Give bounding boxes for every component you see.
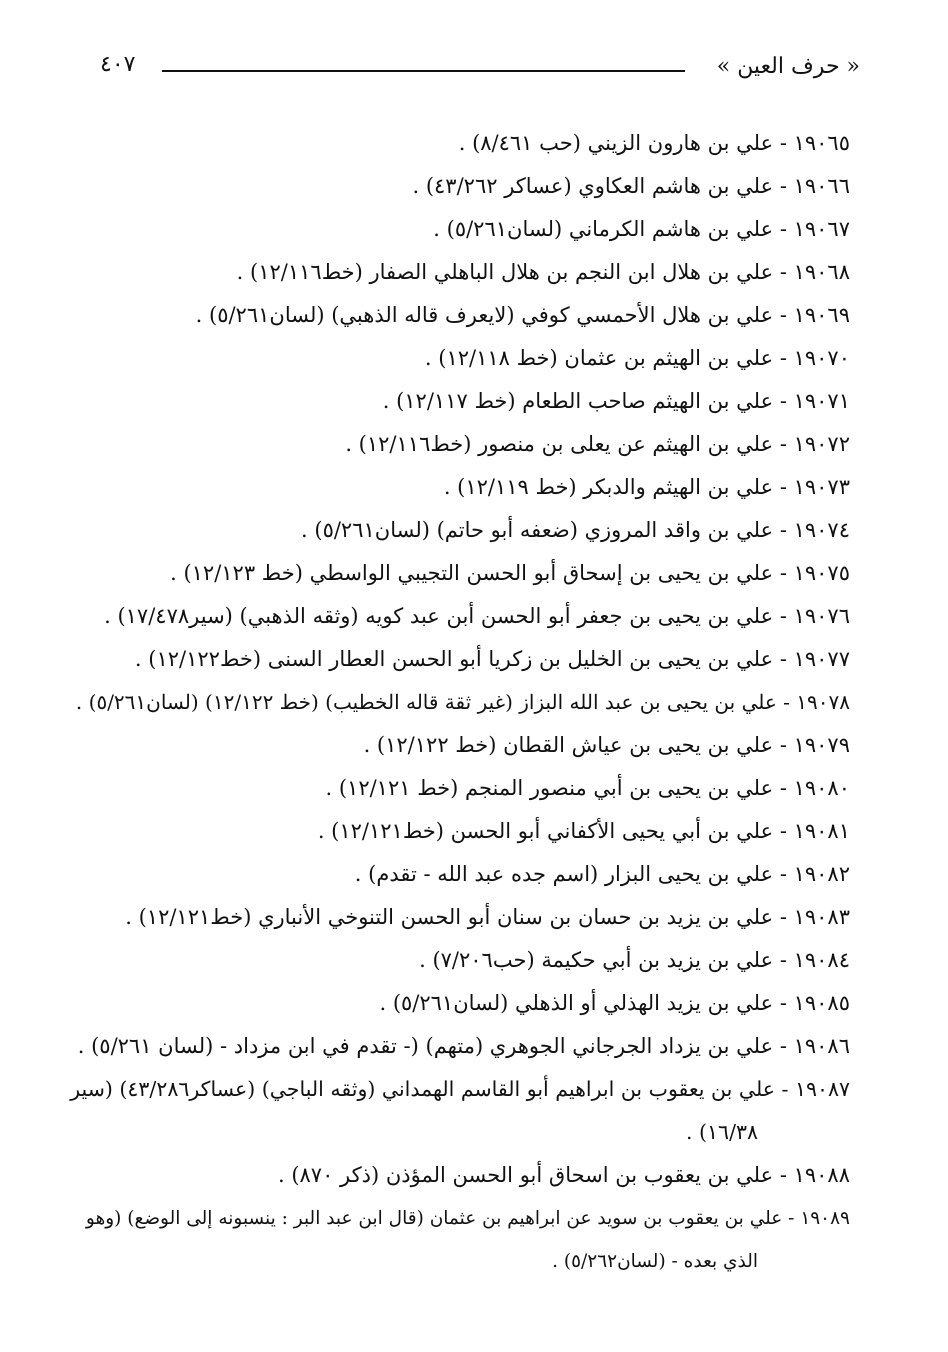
entry-19081: ١٩٠٨١ - علي بن أبي يحيى الأكفاني أبو الحسن (خط١٢/١٢١) . — [317, 819, 850, 843]
entry-19070: ١٩٠٧٠ - علي بن الهيثم بن عثمان (خط ١٢/١١٨) . — [424, 346, 850, 370]
entry-text: علي بن هاشم الكرماني (لسان٥/٢٦١) . — [433, 217, 774, 241]
entry-text: علي بن يحيى بن عبد الله البزاز (غير ثقة قاله الخطيب) (خط ١٢/١٢٢) (لسان٥/٢٦١) . — [75, 690, 777, 714]
entry-text: علي بن يحيى بن أبي منصور المنجم (خط ١٢/١٢١) . — [325, 776, 774, 800]
entry-19082: ١٩٠٨٢ - علي بن يحيى البزار (اسم جده عبد الله - تقدم) . — [354, 862, 850, 886]
entry-number: ١٩٠٨٤ — [793, 948, 850, 972]
chapter-title: « حرف العين » — [716, 54, 860, 79]
entry-number: ١٩٠٧٦ — [793, 604, 850, 628]
entry-number: ١٩٠٧٤ — [793, 518, 850, 542]
entry-number: ١٩٠٦٦ — [793, 174, 850, 198]
entry-19079: ١٩٠٧٩ - علي بن يحيى بن عياش القطان (خط ١٢/١٢٢) . — [363, 733, 850, 757]
entry-number: ١٩٠٨٣ — [793, 905, 850, 929]
entry-19071: ١٩٠٧١ - علي بن الهيثم صاحب الطعام (خط ١٢/١١٧) . — [382, 389, 850, 413]
entry-text: علي بن يزيد الهذلي أو الذهلي (لسان٥/٢٦١) . — [379, 991, 774, 1015]
entry-19086: ١٩٠٨٦ - علي بن يزداد الجرجاني الجوهري (متهم) (- تقدم في ابن مزداد - (لسان ٥/٢٦١) . — [77, 1034, 850, 1058]
entry-19073: ١٩٠٧٣ - علي بن الهيثم والدبكر (خط ١٢/١١٩) . — [443, 475, 850, 499]
entry-number: ١٩٠٧٣ — [793, 475, 850, 499]
entry-text: علي بن هلال ابن النجم بن هلال الباهلي الصفار (خط١٢/١١٦) . — [236, 260, 774, 284]
entry-text: علي بن هارون الزيني (حب ٨/٤٦١) . — [458, 131, 774, 155]
entry-number: ١٩٠٦٩ — [793, 303, 850, 327]
entry-19083: ١٩٠٨٣ - علي بن يزيد بن حسان بن سنان أبو الحسن التنوخي الأنباري (خط١٢/١٢١) . — [125, 905, 850, 929]
entry-19087: ١٩٠٨٧ - علي بن يعقوب بن ابراهيم أبو القاسم الهمداني (وثقه الباجي) (عساكر٤٣/٢٨٦) (سير ١٦/٣٨) . — [70, 1068, 850, 1154]
entry-text: علي بن الهيثم صاحب الطعام (خط ١٢/١١٧) . — [382, 389, 774, 413]
entry-number: ١٩٠٧٢ — [793, 432, 850, 456]
entry-number: ١٩٠٨٦ — [793, 1034, 850, 1058]
entry-19084: ١٩٠٨٤ - علي بن يزيد بن أبي حكيمة (حب٧/٢٠٦) . — [419, 948, 850, 972]
entry-text: علي بن يحيى بن عياش القطان (خط ١٢/١٢٢) . — [363, 733, 774, 757]
entry-text: علي بن هلال الأحمسي كوفي (لايعرف قاله الذهبي) (لسان٥/٢٦١) . — [195, 303, 774, 327]
entry-text: علي بن يعقوب بن اسحاق أبو الحسن المؤذن (ذكر ٨٧٠) . — [277, 1163, 774, 1187]
entry-number: ١٩٠٨٩ — [800, 1208, 850, 1229]
entry-number: ١٩٠٧٠ — [793, 346, 850, 370]
entry-continuation: الذي بعده - (لسان٥/٢٦٢) . — [552, 1251, 758, 1272]
entry-text: علي بن يحيى بن الخليل بن زكريا أبو الحسن العطار السنى (خط١٢/١٢٢) . — [134, 647, 774, 671]
entry-number: ١٩٠٦٨ — [793, 260, 850, 284]
entry-list — [70, 122, 850, 1283]
entry-number: ١٩٠٨٠ — [793, 776, 850, 800]
entry-number: ١٩٠٧٥ — [793, 561, 850, 585]
entry-text: علي بن الهيثم والدبكر (خط ١٢/١١٩) . — [443, 475, 774, 499]
entry-text: علي بن يحيى البزار (اسم جده عبد الله - تقدم) . — [354, 862, 774, 886]
entry-number: ١٩٠٧٨ — [796, 690, 850, 714]
entry-text: علي بن الهيثم بن عثمان (خط ١٢/١١٨) . — [424, 346, 774, 370]
entry-text: علي بن هاشم العكاوي (عساكر ٤٣/٢٦٢) . — [412, 174, 774, 198]
entry-19068: ١٩٠٦٨ - علي بن هلال ابن النجم بن هلال الباهلي الصفار (خط١٢/١١٦) . — [236, 260, 850, 284]
entry-19066: ١٩٠٦٦ - علي بن هاشم العكاوي (عساكر ٤٣/٢٦٢) . — [412, 174, 850, 198]
entry-text: علي بن يحيى بن إسحاق أبو الحسن التجيبي الواسطي (خط ١٢/١٢٣) . — [170, 561, 774, 585]
entry-number: ١٩٠٨٨ — [793, 1163, 850, 1187]
entry-text: علي بن يحيى بن جعفر أبو الحسن أبن عبد كويه (وثقه الذهبي) (سير١٧/٤٧٨) . — [104, 604, 774, 628]
entry-19076: ١٩٠٧٦ - علي بن يحيى بن جعفر أبو الحسن أبن عبد كويه (وثقه الذهبي) (سير١٧/٤٧٨) . — [104, 604, 850, 628]
header-rule — [162, 70, 685, 72]
entry-number: ١٩٠٦٧ — [793, 217, 850, 241]
entry-19065: ١٩٠٦٥ - علي بن هارون الزيني (حب ٨/٤٦١) . — [458, 131, 850, 155]
entry-number: ١٩٠٧٩ — [793, 733, 850, 757]
entry-text: علي بن يزيد بن حسان بن سنان أبو الحسن التنوخي الأنباري (خط١٢/١٢١) . — [125, 905, 774, 929]
entry-number: ١٩٠٧٧ — [793, 647, 850, 671]
entry-number: ١٩٠٦٥ — [793, 131, 850, 155]
entry-continuation: ١٦/٣٨) . — [686, 1120, 758, 1144]
entry-text: علي بن يزداد الجرجاني الجوهري (متهم) (- تقدم في ابن مزداد - (لسان ٥/٢٦١) . — [77, 1034, 774, 1058]
entry-number: ١٩٠٨٢ — [793, 862, 850, 886]
entry-text: علي بن يعقوب بن سويد عن ابراهيم بن عثمان (قال ابن عبد البر : ينسبونه إلى الوضع) (وهو — [85, 1208, 783, 1229]
entry-19085: ١٩٠٨٥ - علي بن يزيد الهذلي أو الذهلي (لسان٥/٢٦١) . — [379, 991, 850, 1015]
entry-19088: ١٩٠٨٨ - علي بن يعقوب بن اسحاق أبو الحسن المؤذن (ذكر ٨٧٠) . — [277, 1163, 850, 1187]
entry-text: علي بن أبي يحيى الأكفاني أبو الحسن (خط١٢/١٢١) . — [317, 819, 774, 843]
entry-text: علي بن يعقوب بن ابراهيم أبو القاسم الهمداني (وثقه الباجي) (عساكر٤٣/٢٨٦) (سير — [70, 1077, 775, 1101]
entry-number: ١٩٠٧١ — [793, 389, 850, 413]
entry-19067: ١٩٠٦٧ - علي بن هاشم الكرماني (لسان٥/٢٦١) . — [433, 217, 850, 241]
entry-19080: ١٩٠٨٠ - علي بن يحيى بن أبي منصور المنجم (خط ١٢/١٢١) . — [325, 776, 850, 800]
entry-number: ١٩٠٨١ — [793, 819, 850, 843]
entry-number: ١٩٠٨٥ — [793, 991, 850, 1015]
entry-text: علي بن واقد المروزي (ضعفه أبو حاتم) (لسان٥/٢٦١) . — [301, 518, 774, 542]
entry-19075: ١٩٠٧٥ - علي بن يحيى بن إسحاق أبو الحسن التجيبي الواسطي (خط ١٢/١٢٣) . — [170, 561, 850, 585]
entry-19072: ١٩٠٧٢ - علي بن الهيثم عن يعلى بن منصور (خط١٢/١١٦) . — [345, 432, 850, 456]
entry-19069: ١٩٠٦٩ - علي بن هلال الأحمسي كوفي (لايعرف قاله الذهبي) (لسان٥/٢٦١) . — [195, 303, 850, 327]
entry-number: ١٩٠٨٧ — [794, 1077, 850, 1101]
page-header — [100, 50, 860, 90]
entry-19077: ١٩٠٧٧ - علي بن يحيى بن الخليل بن زكريا أبو الحسن العطار السنى (خط١٢/١٢٢) . — [134, 647, 850, 671]
entry-19089: ١٩٠٨٩ - علي بن يعقوب بن سويد عن ابراهيم بن عثمان (قال ابن عبد البر : ينسبونه إلى الوضع) (وهو الذي بعده - (لسان٥/٢٦٢) . — [70, 1197, 850, 1283]
entry-19074: ١٩٠٧٤ - علي بن واقد المروزي (ضعفه أبو حاتم) (لسان٥/٢٦١) . — [301, 518, 850, 542]
page-number: ٤٠٧ — [100, 52, 136, 77]
entry-text: علي بن الهيثم عن يعلى بن منصور (خط١٢/١١٦) . — [345, 432, 774, 456]
entry-text: علي بن يزيد بن أبي حكيمة (حب٧/٢٠٦) . — [419, 948, 774, 972]
entry-19078: ١٩٠٧٨ - علي بن يحيى بن عبد الله البزاز (غير ثقة قاله الخطيب) (خط ١٢/١٢٢) (لسان٥/٢٦١) . — [75, 690, 850, 714]
